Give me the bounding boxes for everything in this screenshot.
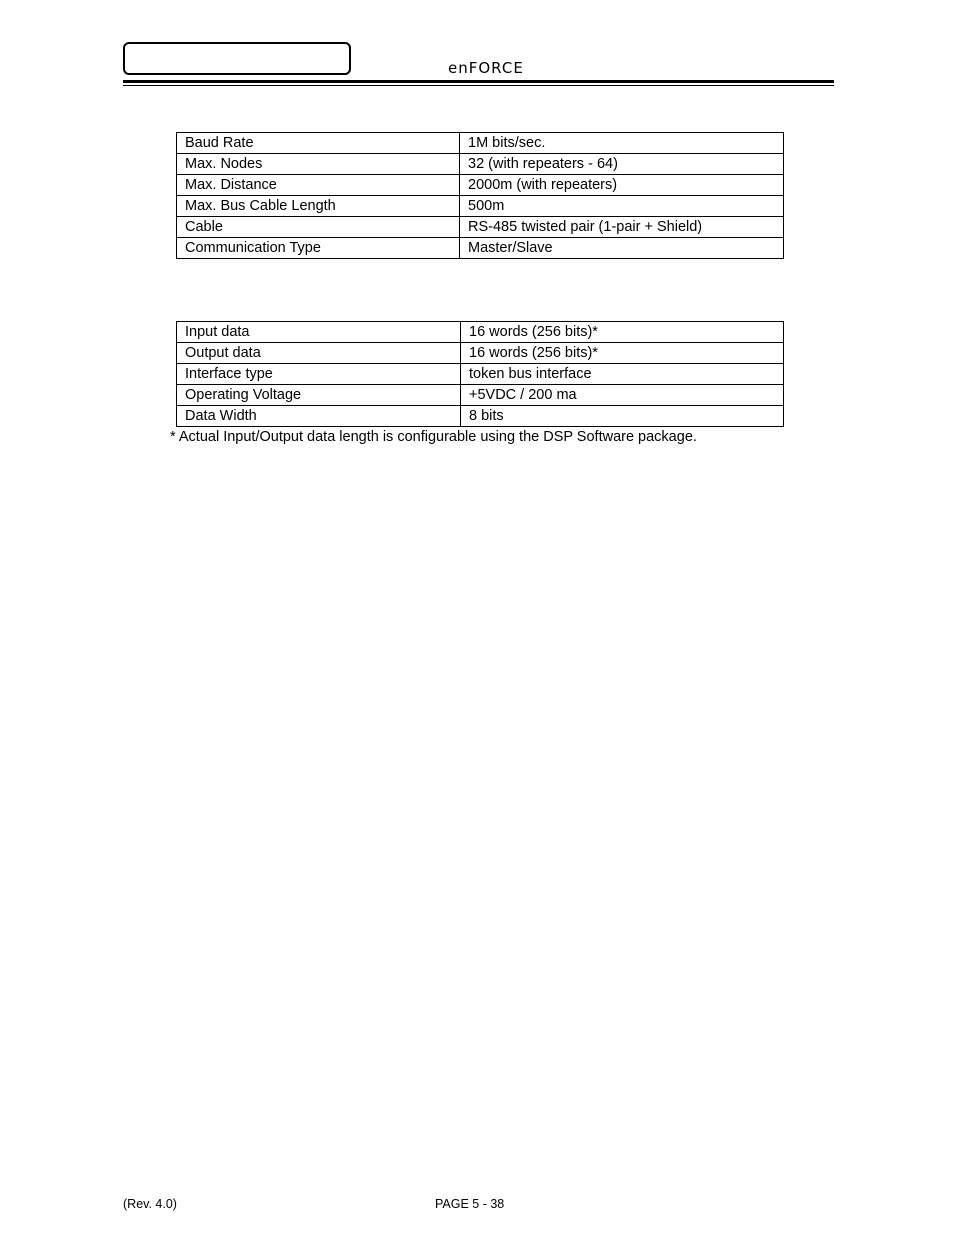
spec-value: 16 words (256 bits)* <box>461 322 784 343</box>
spec-value: RS-485 twisted pair (1-pair + Shield) <box>460 217 784 238</box>
interface-spec-table <box>176 321 784 427</box>
spec-label: Max. Nodes <box>177 154 460 175</box>
spec-value: +5VDC / 200 ma <box>461 385 784 406</box>
spec-value: 8 bits <box>461 406 784 427</box>
spec-label: Max. Bus Cable Length <box>177 196 460 217</box>
table-row <box>177 322 784 343</box>
spec-label: Max. Distance <box>177 175 460 196</box>
spec-label: Output data <box>177 343 461 364</box>
table-row <box>177 196 784 217</box>
spec-value: 2000m (with repeaters) <box>460 175 784 196</box>
spec-value: 500m <box>460 196 784 217</box>
table-row <box>177 406 784 427</box>
spec-value: token bus interface <box>461 364 784 385</box>
table-row <box>177 217 784 238</box>
table-row <box>177 364 784 385</box>
table-row <box>177 175 784 196</box>
spec-label: Operating Voltage <box>177 385 461 406</box>
spec-label: Data Width <box>177 406 461 427</box>
page-number: PAGE 5 - 38 <box>435 1197 505 1211</box>
spec-label: Cable <box>177 217 460 238</box>
table-row <box>177 238 784 259</box>
table-row <box>177 133 784 154</box>
header-title-box <box>123 42 351 75</box>
spec-value: 1M bits/sec. <box>460 133 784 154</box>
spec-label: Input data <box>177 322 461 343</box>
table-row <box>177 343 784 364</box>
table-row <box>177 154 784 175</box>
spec-label: Communication Type <box>177 238 460 259</box>
spec-value: 16 words (256 bits)* <box>461 343 784 364</box>
enforce-logo: enFORCE <box>448 59 524 77</box>
revision-label: (Rev. 4.0) <box>123 1197 177 1211</box>
spec-label: Interface type <box>177 364 461 385</box>
spec-value: 32 (with repeaters - 64) <box>460 154 784 175</box>
data-length-footnote: * Actual Input/Output data length is configurable using the DSP Software package. <box>170 429 697 445</box>
header-rule-thin <box>123 85 834 86</box>
spec-value: Master/Slave <box>460 238 784 259</box>
table-row <box>177 385 784 406</box>
spec-label: Baud Rate <box>177 133 460 154</box>
header-rule-thick <box>123 80 834 83</box>
network-spec-table <box>176 132 784 259</box>
